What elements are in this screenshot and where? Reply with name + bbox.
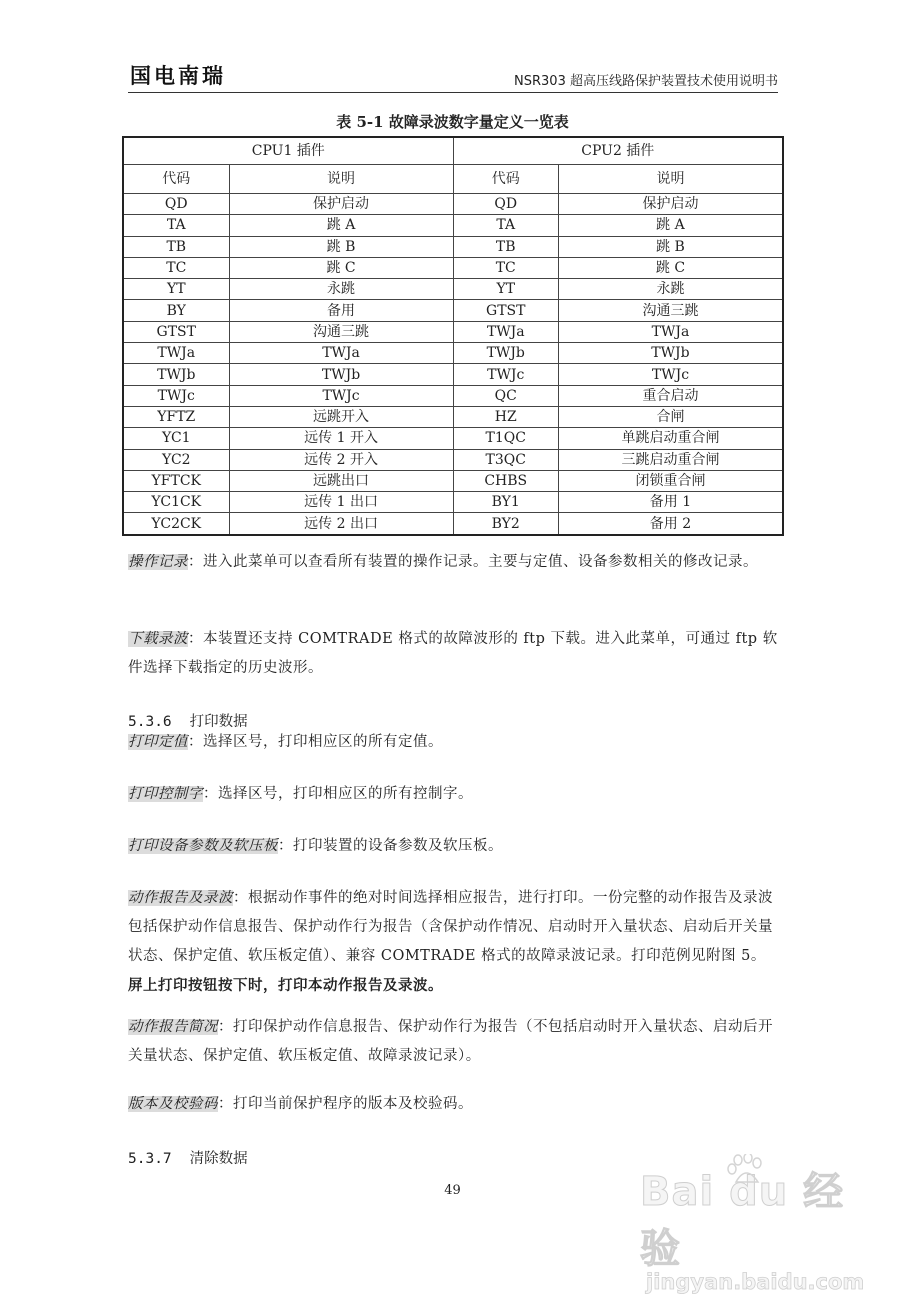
cell-description: TWJa — [558, 321, 783, 342]
cell-code: YFTZ — [123, 406, 229, 427]
section-title: 打印数据 — [189, 714, 248, 730]
section-number: 5.3.7 — [128, 1151, 172, 1167]
cell-code: T1QC — [453, 428, 558, 449]
paragraph-action-report — [128, 884, 778, 1001]
term-label: 版本及校验码 — [128, 1096, 218, 1112]
cell-code: YC2CK — [123, 513, 229, 535]
section-title: 清除数据 — [189, 1151, 248, 1167]
company-logo: 国电南瑞 — [130, 63, 226, 88]
cell-description: 跳 B — [558, 236, 783, 257]
paragraph-action-brief — [128, 1013, 778, 1071]
cell-description: 远跳开入 — [229, 406, 453, 427]
cell-description: 远传 1 出口 — [229, 492, 453, 513]
fault-record-table — [122, 136, 784, 536]
table-group-header — [123, 137, 783, 165]
cell-code: TWJb — [123, 364, 229, 385]
cell-code: TWJa — [123, 343, 229, 364]
cell-code: GTST — [123, 321, 229, 342]
cell-code: YC2 — [123, 449, 229, 470]
cell-code: BY1 — [453, 492, 558, 513]
cell-code: HZ — [453, 406, 558, 427]
cell-code: TA — [123, 215, 229, 236]
term-label: 下载录波 — [128, 631, 188, 647]
paw-icon — [726, 1154, 766, 1184]
cell-description: 跳 C — [558, 257, 783, 278]
cell-code: TC — [123, 257, 229, 278]
cell-code: YT — [453, 279, 558, 300]
cell-description: 远跳出口 — [229, 470, 453, 491]
cell-code: YC1 — [123, 428, 229, 449]
table-body — [123, 194, 783, 535]
cell-description: 远传 2 开入 — [229, 449, 453, 470]
cell-description: 单跳启动重合闸 — [558, 428, 783, 449]
cell-description: 永跳 — [558, 279, 783, 300]
cell-description: 保护启动 — [558, 194, 783, 215]
cell-description: TWJb — [558, 343, 783, 364]
cell-code: QC — [453, 385, 558, 406]
table-row — [123, 257, 783, 278]
cell-description: 跳 B — [229, 236, 453, 257]
cell-description: 跳 A — [558, 215, 783, 236]
watermark-url: jingyan.baidu.com — [646, 1270, 865, 1294]
cell-description: 备用 1 — [558, 492, 783, 513]
paragraph-print-control — [128, 780, 778, 809]
paragraph-text: ：进入此菜单可以查看所有装置的操作记录。主要与定值、设备参数相关的修改记录。 — [188, 554, 758, 570]
cell-code: TWJc — [453, 364, 558, 385]
paragraph-text: ：打印当前保护程序的版本及校验码。 — [218, 1096, 473, 1112]
cell-code: YC1CK — [123, 492, 229, 513]
cell-description: TWJa — [229, 343, 453, 364]
cell-description: 备用 2 — [558, 513, 783, 535]
table-row — [123, 513, 783, 535]
cell-code: TA — [453, 215, 558, 236]
paragraph-download-wave — [128, 625, 778, 683]
cell-code: TB — [453, 236, 558, 257]
paragraph-print-setting — [128, 728, 778, 757]
paragraph-text: ：打印保护动作信息报告、保护动作行为报告（不包括启动时开入量状态、启动后开关量状态、保护定值、软压板定值、故障录波记录）。 — [128, 1019, 773, 1064]
cell-code: TB — [123, 236, 229, 257]
cell-description: 远传 1 开入 — [229, 428, 453, 449]
term-label: 动作报告及录波 — [128, 890, 233, 906]
table-column-header — [123, 165, 783, 194]
cell-code: BY — [123, 300, 229, 321]
page-header — [128, 58, 778, 93]
group-cpu1: CPU1 插件 — [123, 137, 453, 165]
table-row — [123, 406, 783, 427]
cell-code: TWJc — [123, 385, 229, 406]
table-row — [123, 470, 783, 491]
column-header: 代码 — [453, 165, 558, 194]
cell-description: TWJb — [229, 364, 453, 385]
paragraph-text: ：打印装置的设备参数及软压板。 — [278, 838, 503, 854]
paragraph-print-params — [128, 832, 778, 861]
table-row — [123, 300, 783, 321]
group-cpu2: CPU2 插件 — [453, 137, 783, 165]
paragraph-text: ：选择区号，打印相应区的所有控制字。 — [203, 786, 473, 802]
cell-description: 永跳 — [229, 279, 453, 300]
cell-code: BY2 — [453, 513, 558, 535]
table-row — [123, 236, 783, 257]
cell-code: YFTCK — [123, 470, 229, 491]
column-header: 说明 — [558, 165, 783, 194]
table-row — [123, 279, 783, 300]
term-label: 操作记录 — [128, 554, 188, 570]
cell-description: TWJc — [558, 364, 783, 385]
table-row — [123, 492, 783, 513]
cell-description: 远传 2 出口 — [229, 513, 453, 535]
table-row — [123, 321, 783, 342]
cell-code: TWJa — [453, 321, 558, 342]
cell-description: 跳 C — [229, 257, 453, 278]
cell-description: 保护启动 — [229, 194, 453, 215]
cell-code: TWJb — [453, 343, 558, 364]
paragraph-version — [128, 1090, 778, 1119]
watermark-brand: Bai du 经验 — [640, 1169, 845, 1272]
cell-code: TC — [453, 257, 558, 278]
term-label: 打印设备参数及软压板 — [128, 838, 278, 854]
cell-code: T3QC — [453, 449, 558, 470]
table-caption: 表 5-1 故障录波数字量定义一览表 — [336, 113, 569, 131]
cell-description: 闭锁重合闸 — [558, 470, 783, 491]
cell-code: CHBS — [453, 470, 558, 491]
section-heading-5-3-7 — [128, 1147, 248, 1168]
baidu-watermark — [640, 1160, 870, 1294]
cell-code: YT — [123, 279, 229, 300]
table-row — [123, 364, 783, 385]
cell-description: 合闸 — [558, 406, 783, 427]
table-row — [123, 428, 783, 449]
cell-description: 沟通三跳 — [558, 300, 783, 321]
table-row — [123, 343, 783, 364]
cell-description: 重合启动 — [558, 385, 783, 406]
table-row — [123, 194, 783, 215]
paragraph-text: ：根据动作事件的绝对时间选择相应报告，进行打印。一份完整的动作报告及录波包括保护动作信息报告、保护动作行为报告（含保护动作情况、启动时开入量状态、启动后开关量状态、保护定值、软压板定值）、兼容 COMTRADE 格式的故障录波记录。打印范例见附图 5。 — [128, 890, 773, 964]
table-row — [123, 385, 783, 406]
column-header: 代码 — [123, 165, 229, 194]
cell-code: GTST — [453, 300, 558, 321]
section-number: 5.3.6 — [128, 714, 172, 730]
paragraph-text: ：选择区号，打印相应区的所有定值。 — [188, 734, 443, 750]
page-number: 49 — [444, 1183, 461, 1198]
table-row — [123, 215, 783, 236]
paragraph-op-record — [128, 548, 778, 577]
cell-code: QD — [123, 194, 229, 215]
cell-description: 跳 A — [229, 215, 453, 236]
column-header: 说明 — [229, 165, 453, 194]
table-row — [123, 449, 783, 470]
term-label: 动作报告简况 — [128, 1019, 218, 1035]
term-label: 打印定值 — [128, 734, 188, 750]
paragraph-text: ：本装置还支持 COMTRADE 格式的故障波形的 ftp 下载。进入此菜单，可通过 ftp 软件选择下载指定的历史波形。 — [128, 631, 778, 676]
term-label: 打印控制字 — [128, 786, 203, 802]
paragraph-bold-text: 屏上打印按钮按下时，打印本动作报告及录波。 — [128, 977, 443, 994]
cell-description: 三跳启动重合闸 — [558, 449, 783, 470]
cell-description: 备用 — [229, 300, 453, 321]
cell-code: QD — [453, 194, 558, 215]
document-title: NSR303 超高压线路保护装置技术使用说明书 — [514, 74, 778, 89]
cell-description: TWJc — [229, 385, 453, 406]
cell-description: 沟通三跳 — [229, 321, 453, 342]
